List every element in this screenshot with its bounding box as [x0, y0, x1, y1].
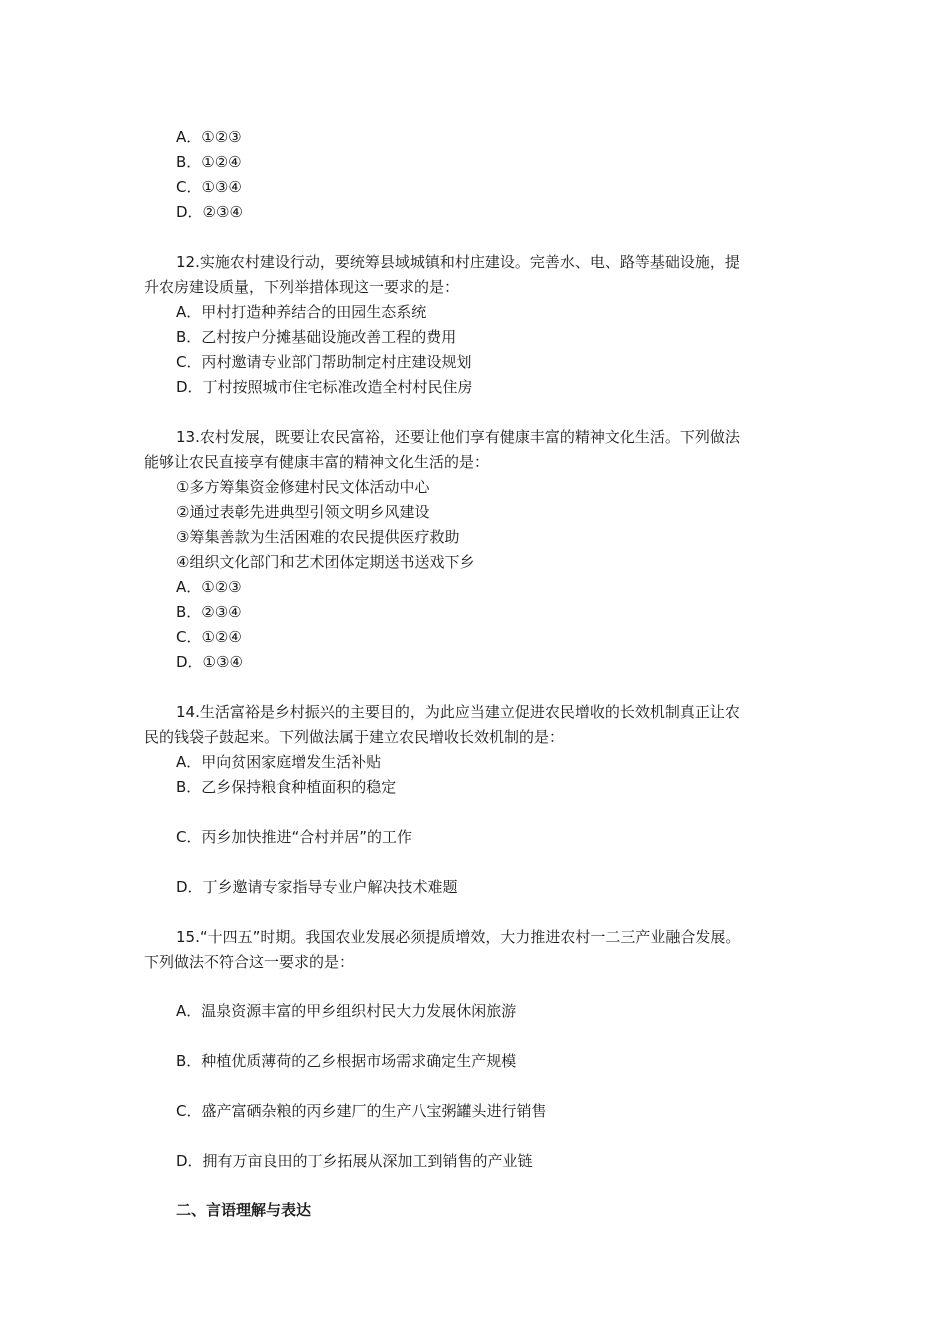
q13-stem-line1: 13.农村发展，既要让农民富裕，还要让他们享有健康丰富的精神文化生活。下列做法 — [176, 428, 740, 446]
q14-stem-line1: 14.生活富裕是乡村振兴的主要目的，为此应当建立促进农民增收的长效机制真正让农 — [176, 703, 740, 721]
q12-option-d: D．丁村按照城市住宅标准改造全村村民住房 — [176, 378, 473, 396]
q13-stem-line2: 能够让农民直接享有健康丰富的精神文化生活的是： — [144, 453, 490, 471]
q15-option-c: C．盛产富硒杂粮的丙乡建厂的生产八宝粥罐头进行销售 — [176, 1102, 547, 1120]
q13-item-2: ②通过表彰先进典型引领文明乡风建设 — [176, 503, 430, 521]
q12-option-c: C．丙村邀请专业部门帮助制定村庄建设规划 — [176, 353, 472, 371]
q15-option-d: D．拥有万亩良田的丁乡拓展从深加工到销售的产业链 — [176, 1152, 533, 1170]
q11-option-c: C．①③④ — [176, 178, 242, 196]
q13-item-1: ①多方筹集资金修建村民文体活动中心 — [176, 478, 430, 496]
q12-stem-line1: 12.实施农村建设行动，要统筹县域城镇和村庄建设。完善水、电、路等基础设施，提 — [176, 253, 740, 271]
q13-option-a: A．①②③ — [176, 578, 242, 596]
q15-option-b: B．种植优质薄荷的乙乡根据市场需求确定生产规模 — [176, 1052, 517, 1070]
q11-option-b: B．①②④ — [176, 153, 242, 171]
q14-option-d: D．丁乡邀请专家指导专业户解决技术难题 — [176, 878, 458, 896]
q14-stem-line2: 民的钱袋子鼓起来。下列做法属于建立农民增收长效机制的是： — [144, 728, 565, 746]
q13-option-b: B．②③④ — [176, 603, 242, 621]
q13-item-4: ④组织文化部门和艺术团体定期送书送戏下乡 — [176, 553, 475, 571]
q13-item-3: ③筹集善款为生活困难的农民提供医疗救助 — [176, 528, 460, 546]
q14-option-c: C．丙乡加快推进“合村并居”的工作 — [176, 828, 413, 846]
q11-option-d: D．②③④ — [176, 203, 243, 221]
q12-option-a: A．甲村打造种养结合的田园生态系统 — [176, 303, 427, 321]
q12-option-b: B．乙村按户分摊基础设施改善工程的费用 — [176, 328, 457, 346]
q15-stem-line2: 下列做法不符合这一要求的是： — [144, 953, 355, 971]
q15-stem-line1: 15.“十四五”时期。我国农业发展必须提质增效，大力推进农村一二三产业融合发展。 — [176, 928, 741, 946]
q13-option-d: D．①③④ — [176, 653, 243, 671]
q13-option-c: C．①②④ — [176, 628, 242, 646]
q12-stem-line2: 升农房建设质量，下列举措体现这一要求的是： — [144, 278, 460, 296]
section-heading: 二、言语理解与表达 — [176, 1201, 312, 1219]
q14-option-a: A．甲向贫困家庭增发生活补贴 — [176, 753, 382, 771]
q14-option-b: B．乙乡保持粮食种植面积的稳定 — [176, 778, 397, 796]
q11-option-a: A．①②③ — [176, 128, 242, 146]
q15-option-a: A．温泉资源丰富的甲乡组织村民大力发展休闲旅游 — [176, 1002, 517, 1020]
